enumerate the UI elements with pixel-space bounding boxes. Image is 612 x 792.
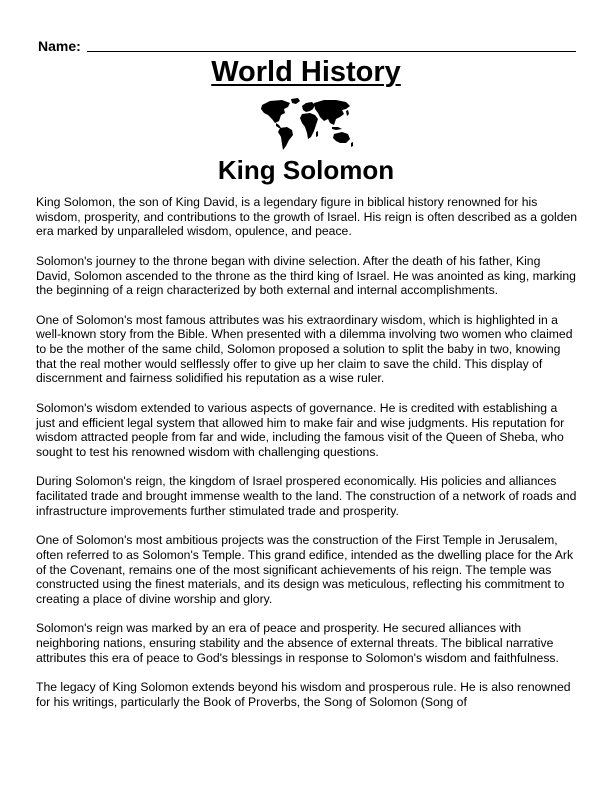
map-new-zealand [351,142,353,147]
map-madagascar [316,131,318,137]
paragraph-legacy: The legacy of King Solomon extends beyond his wisdom and prosperous rule. He is also renowned for his writings, particularly the Book of Proverbs, the Song of Solomon (Song of [36,680,571,709]
paragraph-temple: One of Solomon's most ambitious projects was the construction of the First Temple in Jerusalem, often referred to as Solomon's Temple. This grand edifice, intended as the dwelling place for the Ark of the Covenant, remains one of the most significant achievements of his reign. The temple was constructed using the finest materials, and its design was meticulous, reflecting his commitment to creating a place of divine worship and glory. [36,533,574,606]
article-body [36,195,578,724]
subject-title: World History [211,56,401,88]
paragraph-intro: King Solomon, the son of King David, is a legendary figure in biblical history renowned for his wisdom, prosperity, and contributions to the growth of Israel. His reign is often described as a golden era marked by unparalleled wisdom, opulence, and peace. [36,195,578,239]
map-north-america [261,100,290,123]
map-greenland [291,98,300,104]
name-row [38,34,576,54]
world-map-icon [258,97,354,151]
map-central-america [276,123,281,128]
map-africa [300,113,318,139]
paragraph-economy: During Solomon's reign, the kingdom of Israel prospered economically. His policies and alliances facilitated trade and brought immense wealth to the land. The construction of a network of roads and infrastructure improvements further stimulated trade and prosperity. [36,474,577,518]
map-japan [346,110,349,116]
map-australia [333,132,350,143]
name-field-line[interactable] [87,37,576,52]
map-south-america [278,127,293,150]
name-label: Name: [38,38,81,54]
map-indonesia [332,127,342,130]
paragraph-peace: Solomon's reign was marked by an era of peace and prosperity. He secured alliances with neighboring nations, ensuring stability and the absence of external threats. The biblical narrative attributes this era of peace to God's blessings in response to Solomon's wisdom and faithfulness. [36,621,559,665]
paragraph-ascension: Solomon's journey to the throne began with divine selection. After the death of his father, King David, Solomon ascended to the throne as the third king of Israel. He was anointed as king, marking the beginning of a reign characterized by both external and internal accomplishments. [36,253,576,298]
map-asia [314,100,350,125]
topic-title: King Solomon [217,155,395,185]
paragraph-wisdom-story: One of Solomon's most famous attributes was his extraordinary wisdom, which is highlighted in a well-known story from the Bible. When presented with a dilemma involving two women who claimed to be the mother of the same child, Solomon proposed a solution to split the baby in two, knowing that the real mother would selflessly offer to give up her claim to save the child. This display of discernment and fairness solidified his reputation as a wise ruler. [36,312,573,386]
map-europe [302,102,315,112]
paragraph-governance: Solomon's wisdom extended to various aspects of governance. He is credited with establishing a just and efficient legal system that allowed him to make fair and wise judgments. His reputation for wisdom attracted people from far and wide, including the famous visit of the Queen of Sheba, who sought to test his renowned wisdom with challenging questions. [36,400,565,459]
